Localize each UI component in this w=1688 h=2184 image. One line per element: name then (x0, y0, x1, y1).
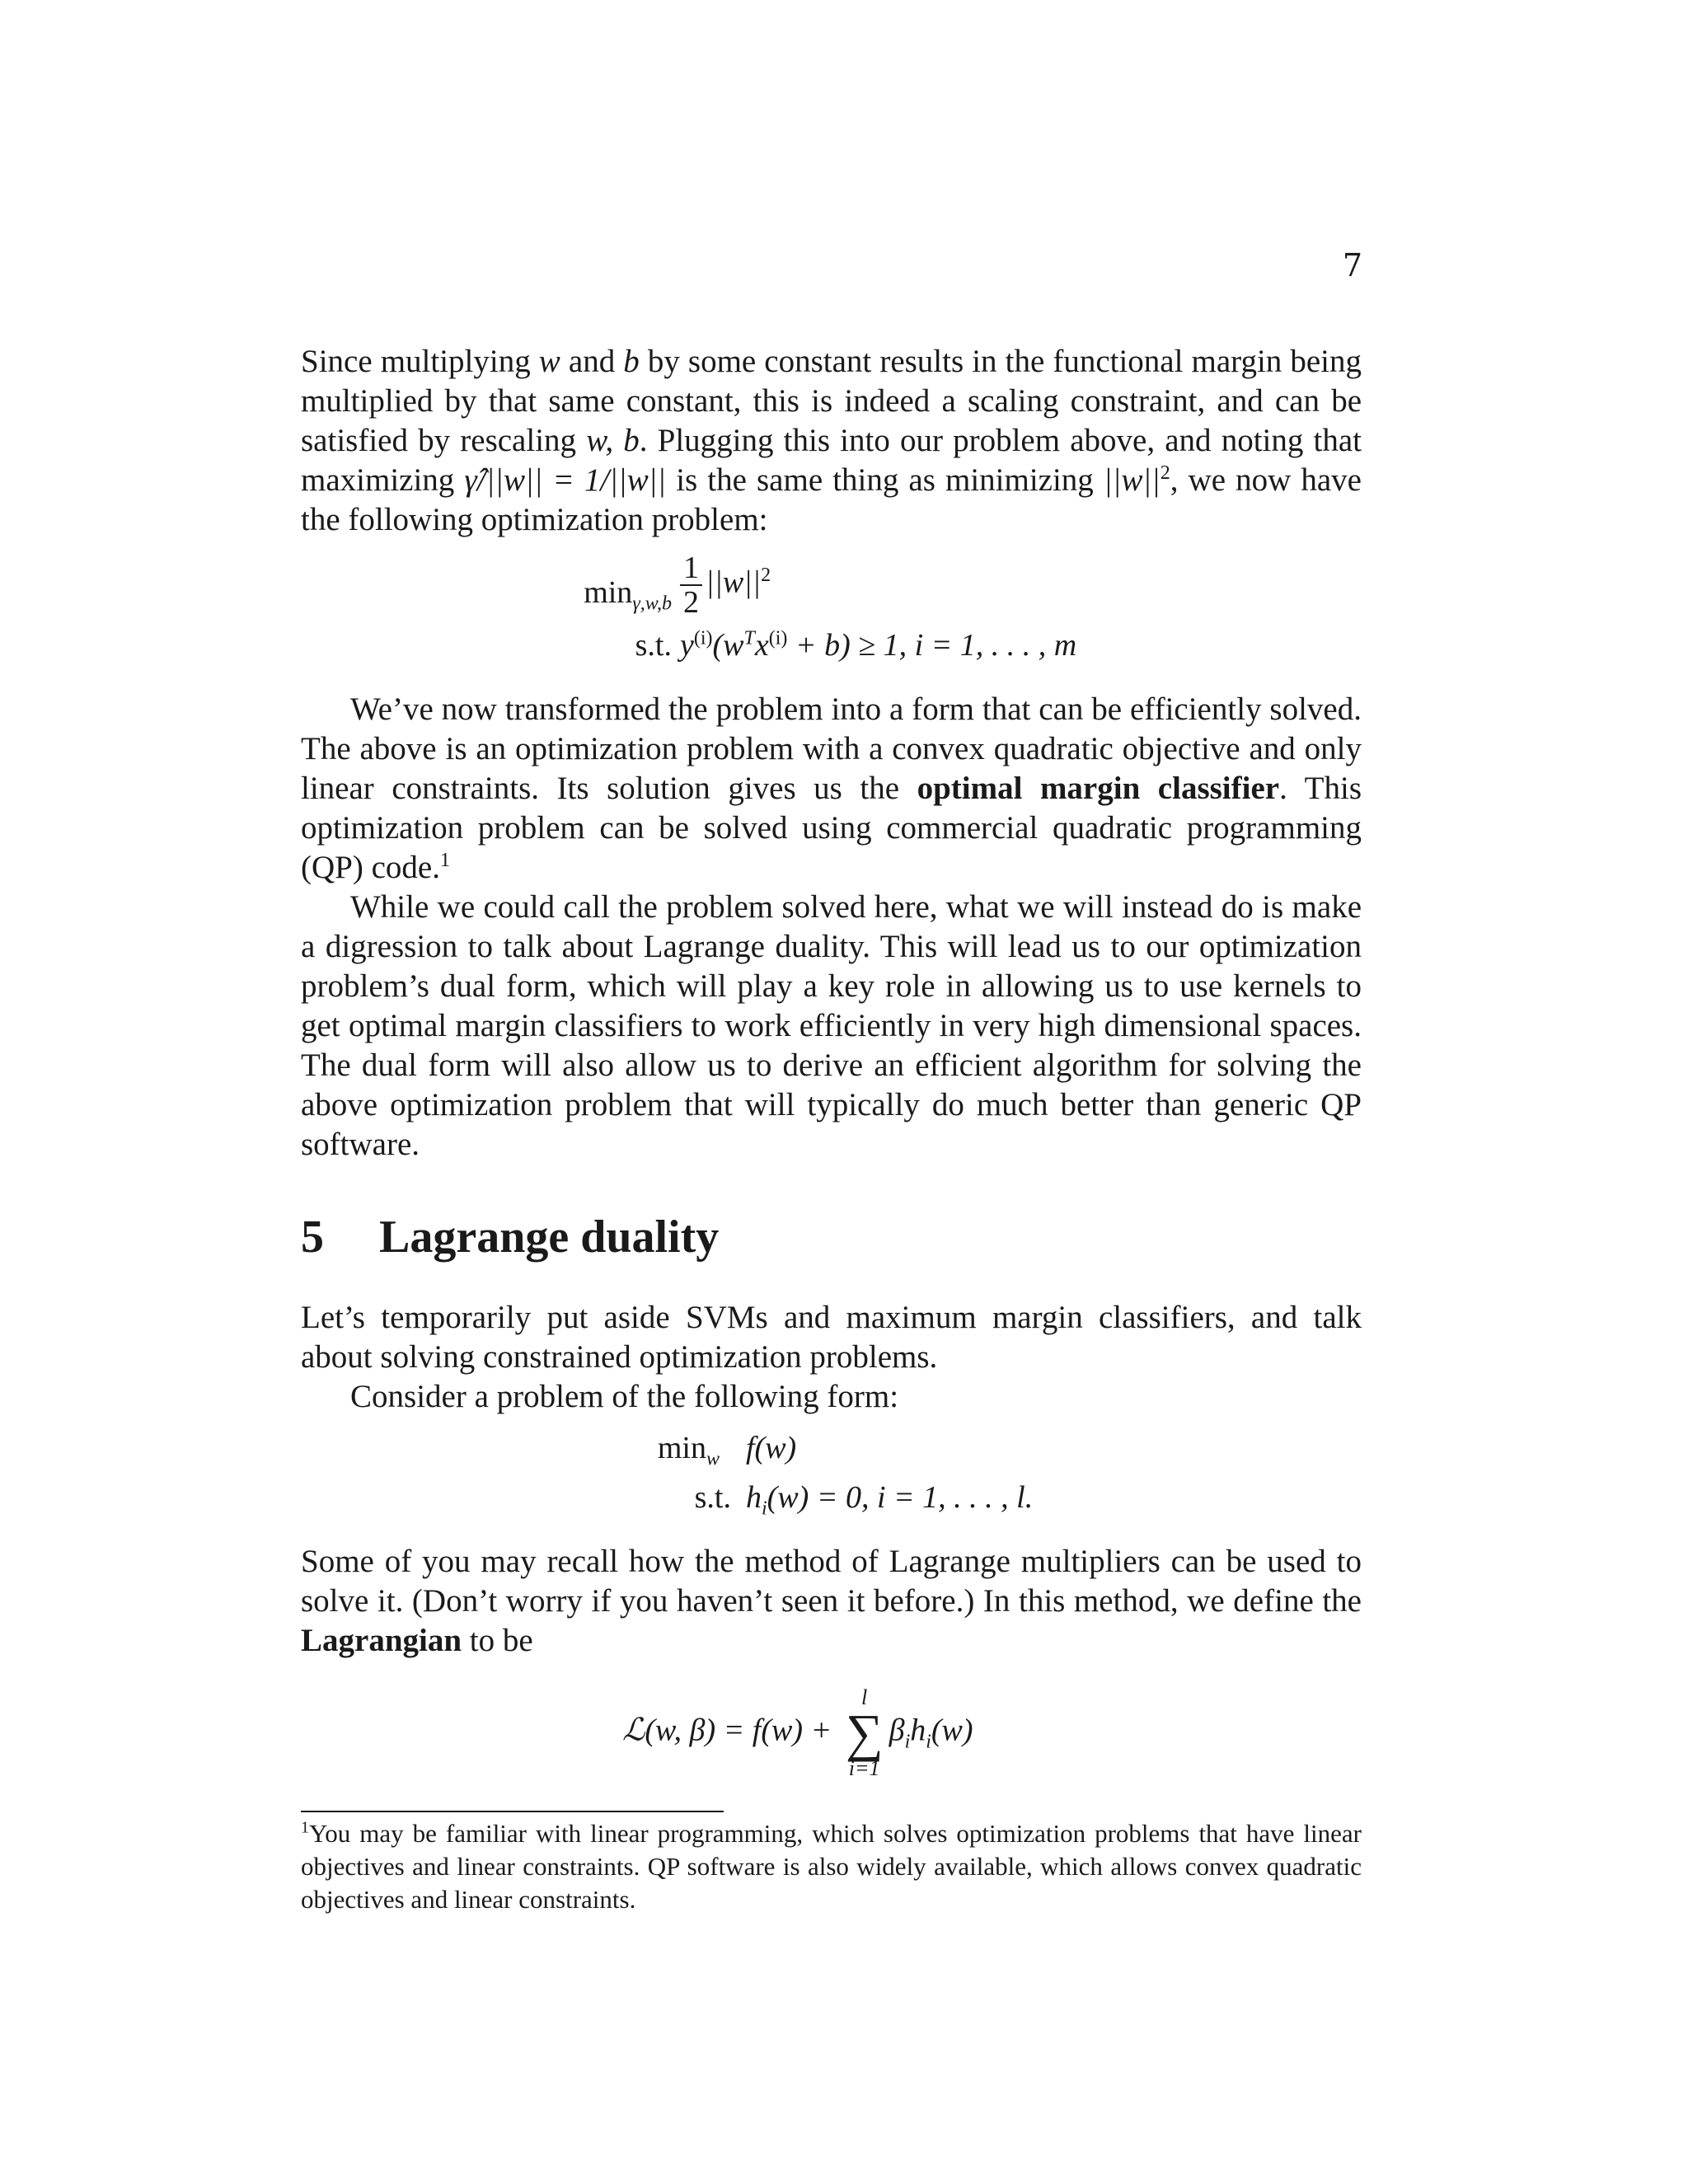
paragraph-lagrange-multipliers: Some of you may recall how the method of Lagrange multipliers can be used to solve it. (Don’t worry if you haven’t seen it before.) In this method, we define the Lagrangian to be (301, 1544, 1362, 1658)
section-title: Lagrange duality (379, 1212, 720, 1263)
paragraph-transformed: We’ve now transformed the problem into a form that can be efficiently solved. The above is an optimization problem with a convex quadratic objective and only linear constraints. Its solution gives us the optimal margin classifier. This optimization problem can be solved using commercial quadratic programming (QP) code.$^1$ (301, 691, 1362, 885)
equation-lagrangian: ℒ(w, β) = f(w) + l ∑ i=1 $\beta_ih_i(w)$ (622, 1685, 973, 1780)
eq2-constraint: $h_i(w) = 0$, i = 1, . . . , l. (746, 1480, 1034, 1520)
paragraph-consider: Consider a problem of the following form: (350, 1379, 899, 1414)
footnote-rule (301, 1811, 724, 1812)
paragraph-digression: While we could call the problem solved here, what we will instead do is make a digression to talk about Lagrange duality. This will lead us to our optimization problem’s dual form, which will play a key role in allowing us to use kernels to get optimal margin classifiers to work efficiently in very high dimensional spaces. The dual form will also allow us to derive an efficient algorithm for solving the above optimization problem that will typically do much better than generic QP software. (301, 889, 1362, 1162)
section-heading (301, 1212, 1362, 1262)
footnote-text: You may be familiar with linear programming, which solves optimization problems that have linear objectives and linear constraints. QP software is also widely available, which allows convex quadratic objectives and linear constraints. (301, 1819, 1362, 1914)
equation-optimal-margin (301, 551, 1362, 675)
lagrangian-lhs: ℒ(w, β) = f(w) + (622, 1713, 840, 1748)
footnote-mark: 1 (301, 1818, 309, 1837)
footnote-ref[interactable]: 1 (439, 850, 450, 871)
equation-constrained-problem (301, 1428, 1362, 1527)
eq2-objective: f(w) (746, 1431, 797, 1465)
footnote (301, 1817, 1362, 1916)
paragraph-constrained: Let’s temporarily put aside SVMs and maximum margin classifiers, and talk about solving constrained optimization problems. (301, 1300, 1362, 1375)
summation: l ∑ i=1 (845, 1685, 884, 1780)
eq-min-label: $\min_{\gamma,w,b}$ (584, 575, 672, 615)
eq-constraint: $y^{(i)}(w^Tx^{(i)} + b) \ge 1$, i = 1, . . . , m (680, 627, 1077, 663)
paragraph-scaling: Since multiplying w and b by some constant results in the functional margin being multiplied by that same constant, this is indeed a scaling constraint, and can be satisfied by rescaling w, b. Plugging this into our problem above, and noting that maximizing γ̂/||w|| = 1/||w|| is the same thing as minimizing $||w||^2$, we now have the following optimization problem: (301, 344, 1362, 537)
page-content (301, 342, 1362, 1780)
eq-objective: $\frac{1}{2}$ $||w||^2$ (680, 551, 771, 619)
eq2-min-label: $\min_w$ (657, 1431, 720, 1470)
section-number: 5 (301, 1212, 324, 1263)
fraction-one-half: $\frac{1}{2}$ (680, 551, 702, 619)
page-number: 7 (1342, 247, 1362, 284)
eq-st-label: s.t. (635, 628, 672, 663)
eq2-st-label: s.t. (694, 1480, 731, 1515)
